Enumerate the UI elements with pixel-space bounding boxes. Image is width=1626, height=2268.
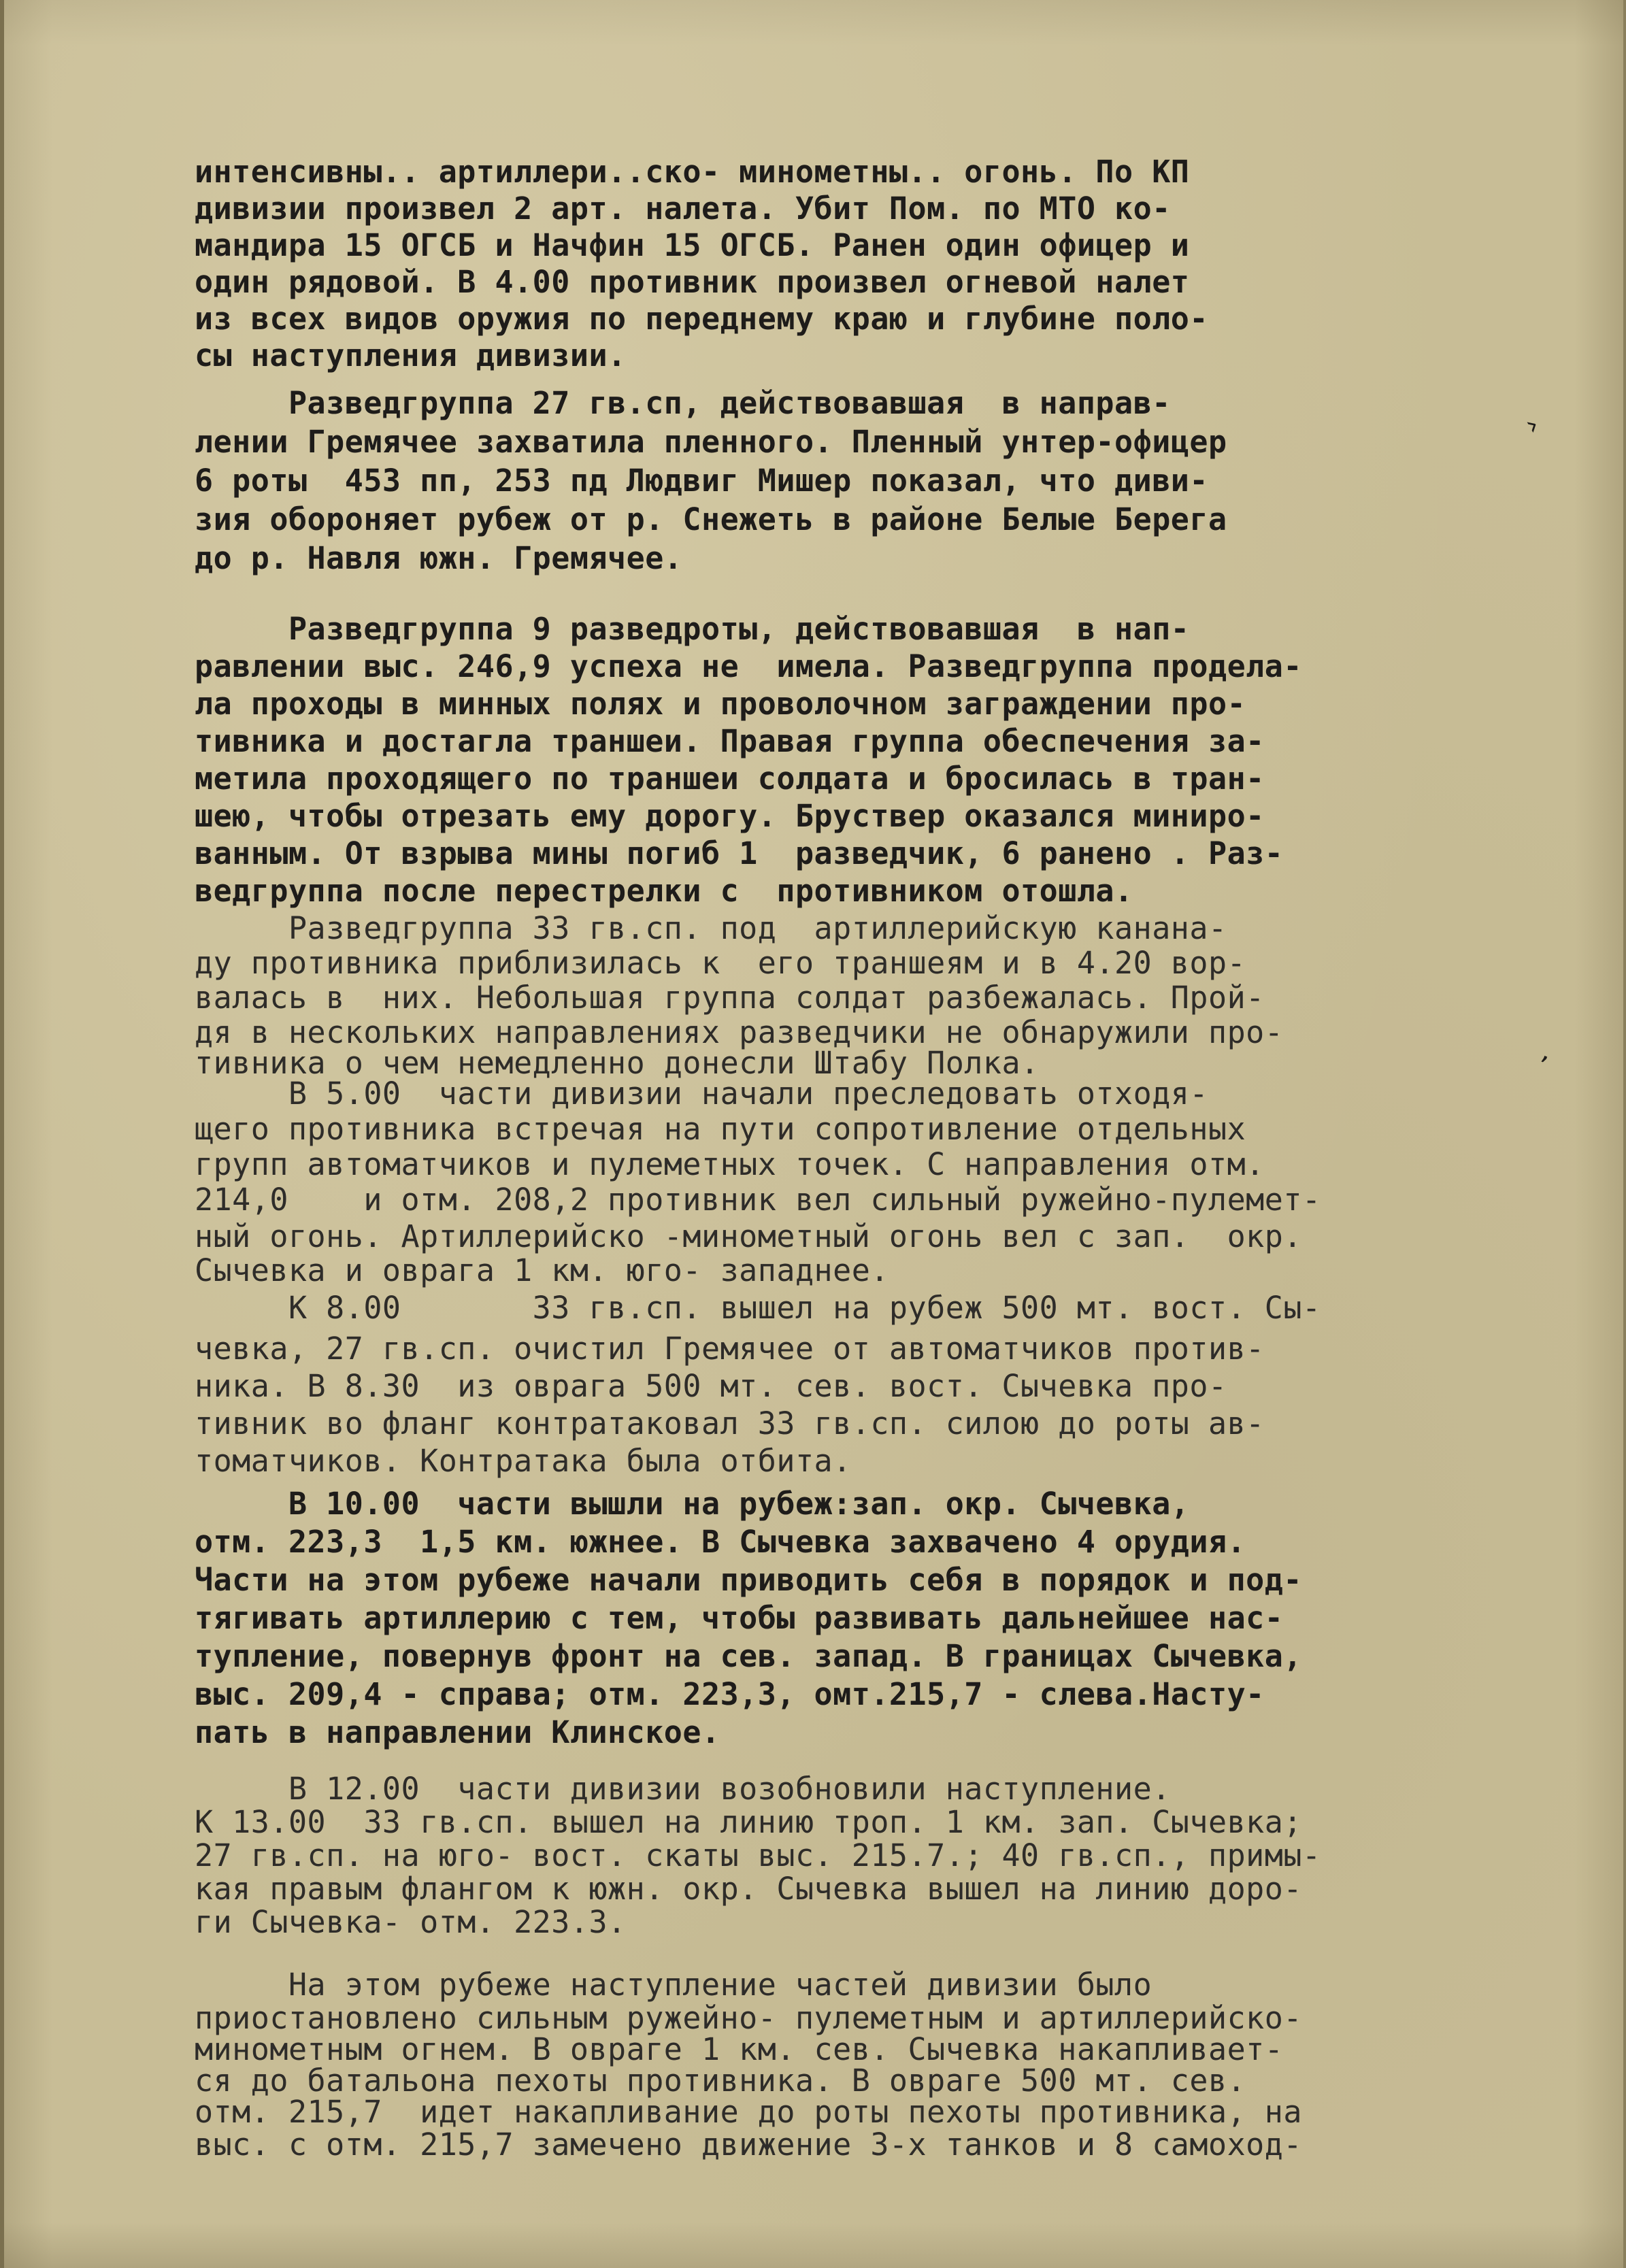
- text-line: ведгруппа после перестрелки с противником отошла.: [195, 873, 1133, 909]
- text-line: лении Гремячее захватила пленного. Пленный унтер-офицер: [195, 424, 1227, 460]
- text-line: отм. 215,7 идет накапливание до роты пехоты противника, на: [195, 2094, 1302, 2130]
- text-line: дя в нескольких направлениях разведчики не обнаружили про-: [195, 1014, 1284, 1050]
- text-line: минометным огнем. В овраге 1 км. сев. Сычевка накапливает-: [195, 2031, 1284, 2067]
- text-line: 27 гв.сп. на юго- вост. скаты выс. 215.7.; 40 гв.сп., примы-: [195, 1837, 1321, 1873]
- text-line: К 8.00 33 гв.сп. вышел на рубеж 500 мт. вост. Сы-: [195, 1290, 1321, 1326]
- text-line: 214,0 и отм. 208,2 противник вел сильный ружейно-пулемет-: [195, 1182, 1321, 1218]
- text-line: ла проходы в минных полях и проволочном заграждении про-: [195, 686, 1246, 722]
- text-line: тягивать артиллерию с тем, чтобы развивать дальнейшее нас-: [195, 1600, 1284, 1636]
- text-line: метила проходящего по траншеи солдата и бросилась в тран-: [195, 761, 1265, 797]
- text-line: Части на этом рубеже начали приводить себя в порядок и под-: [195, 1562, 1302, 1598]
- text-line: сы наступления дивизии.: [195, 337, 627, 373]
- text-line: В 12.00 части дивизии возобновили наступление.: [195, 1771, 1171, 1807]
- text-line: один рядовой. В 4.00 противник произвел огневой налет: [195, 264, 1190, 300]
- text-line: выс. 209,4 - справа; отм. 223,3, омт.215,7 - слева.Насту-: [195, 1676, 1265, 1712]
- text-line: щего противника встречая на пути сопротивление отдельных: [195, 1111, 1246, 1147]
- text-line: ника. В 8.30 из оврага 500 мт. сев. вост. Сычевка про-: [195, 1368, 1227, 1404]
- text-line: К 13.00 33 гв.сп. вышел на линию троп. 1 км. зап. Сычевка;: [195, 1804, 1302, 1840]
- text-line: из всех видов оружия по переднему краю и глубине поло-: [195, 301, 1208, 337]
- text-line: валась в них. Небольшая группа солдат разбежалась. Прой-: [195, 980, 1265, 1016]
- ink-mark-icon: ‚: [1538, 1035, 1557, 1067]
- text-line: тивника и достагла траншеи. Правая группа обеспечения за-: [195, 723, 1265, 759]
- text-line: групп автоматчиков и пулеметных точек. С направления отм.: [195, 1146, 1265, 1182]
- text-line: ванным. От взрыва мины погиб 1 разведчик, 6 ранено . Раз-: [195, 835, 1284, 871]
- text-line: кая правым флангом к южн. окр. Сычевка вышел на линию доро-: [195, 1871, 1302, 1907]
- text-line: равлении выс. 246,9 успеха не имела. Разведгруппа продела-: [195, 648, 1302, 684]
- text-line: ги Сычевка- отм. 223.3.: [195, 1904, 627, 1940]
- text-line: тупление, повернув фронт на сев. запад. В границах Сычевка,: [195, 1638, 1302, 1674]
- text-line: томатчиков. Контратака была отбита.: [195, 1443, 852, 1479]
- text-line: В 5.00 части дивизии начали преследовать отходя-: [195, 1075, 1208, 1112]
- text-line: Сычевка и оврага 1 км. юго- западнее.: [195, 1252, 889, 1288]
- text-line: зия обороняет рубеж от р. Снежеть в районе Белые Берега: [195, 501, 1227, 537]
- text-line: чевка, 27 гв.сп. очистил Гремячее от автоматчиков против-: [195, 1331, 1265, 1367]
- text-line: ся до батальона пехоты противника. В овраге 500 мт. сев.: [195, 2063, 1246, 2099]
- text-line: выс. с отм. 215,7 замечено движение 3-х танков и 8 самоход-: [195, 2127, 1302, 2163]
- text-line: В 10.00 части вышли на рубеж:зап. окр. Сычевка,: [195, 1486, 1190, 1522]
- text-line: интенсивны.. артиллери..ско- минометны.. огонь. По КП: [195, 154, 1190, 190]
- text-line: Разведгруппа 33 гв.сп. под артиллерийскую канана-: [195, 910, 1227, 946]
- ink-mark-icon: ›: [1519, 409, 1545, 441]
- text-line: до р. Навля южн. Гремячее.: [195, 540, 683, 576]
- text-line: 6 роты 453 пп, 253 пд Людвиг Мишер показал, что диви-: [195, 463, 1208, 499]
- text-line: тивник во фланг контратаковал 33 гв.сп. силою до роты ав-: [195, 1405, 1265, 1441]
- text-line: На этом рубеже наступление частей дивизии было: [195, 1967, 1152, 2003]
- text-line: приостановлено сильным ружейно- пулеметным и артиллерийско-: [195, 2000, 1302, 2036]
- text-line: шею, чтобы отрезать ему дорогу. Бруствер оказался миниро-: [195, 798, 1265, 834]
- text-line: Разведгруппа 9 разведроты, действовавшая в нап-: [195, 611, 1190, 647]
- text-line: ду противника приблизилась к его траншеям и в 4.20 вор-: [195, 945, 1246, 981]
- text-line: пать в направлении Клинское.: [195, 1714, 720, 1750]
- text-line: тивника о чем немедленно донесли Штабу Полка.: [195, 1045, 1040, 1081]
- text-line: мандира 15 ОГСБ и Начфин 15 ОГСБ. Ранен один офицер и: [195, 227, 1190, 263]
- text-line: ный огонь. Артиллерийско -минометный огонь вел с зап. окр.: [195, 1218, 1302, 1254]
- text-line: Разведгруппа 27 гв.сп, действовавшая в направ-: [195, 385, 1171, 421]
- text-line: дивизии произвел 2 арт. налета. Убит Пом. по МТО ко-: [195, 190, 1171, 227]
- text-line: отм. 223,3 1,5 км. южнее. В Сычевка захвачено 4 орудия.: [195, 1524, 1246, 1560]
